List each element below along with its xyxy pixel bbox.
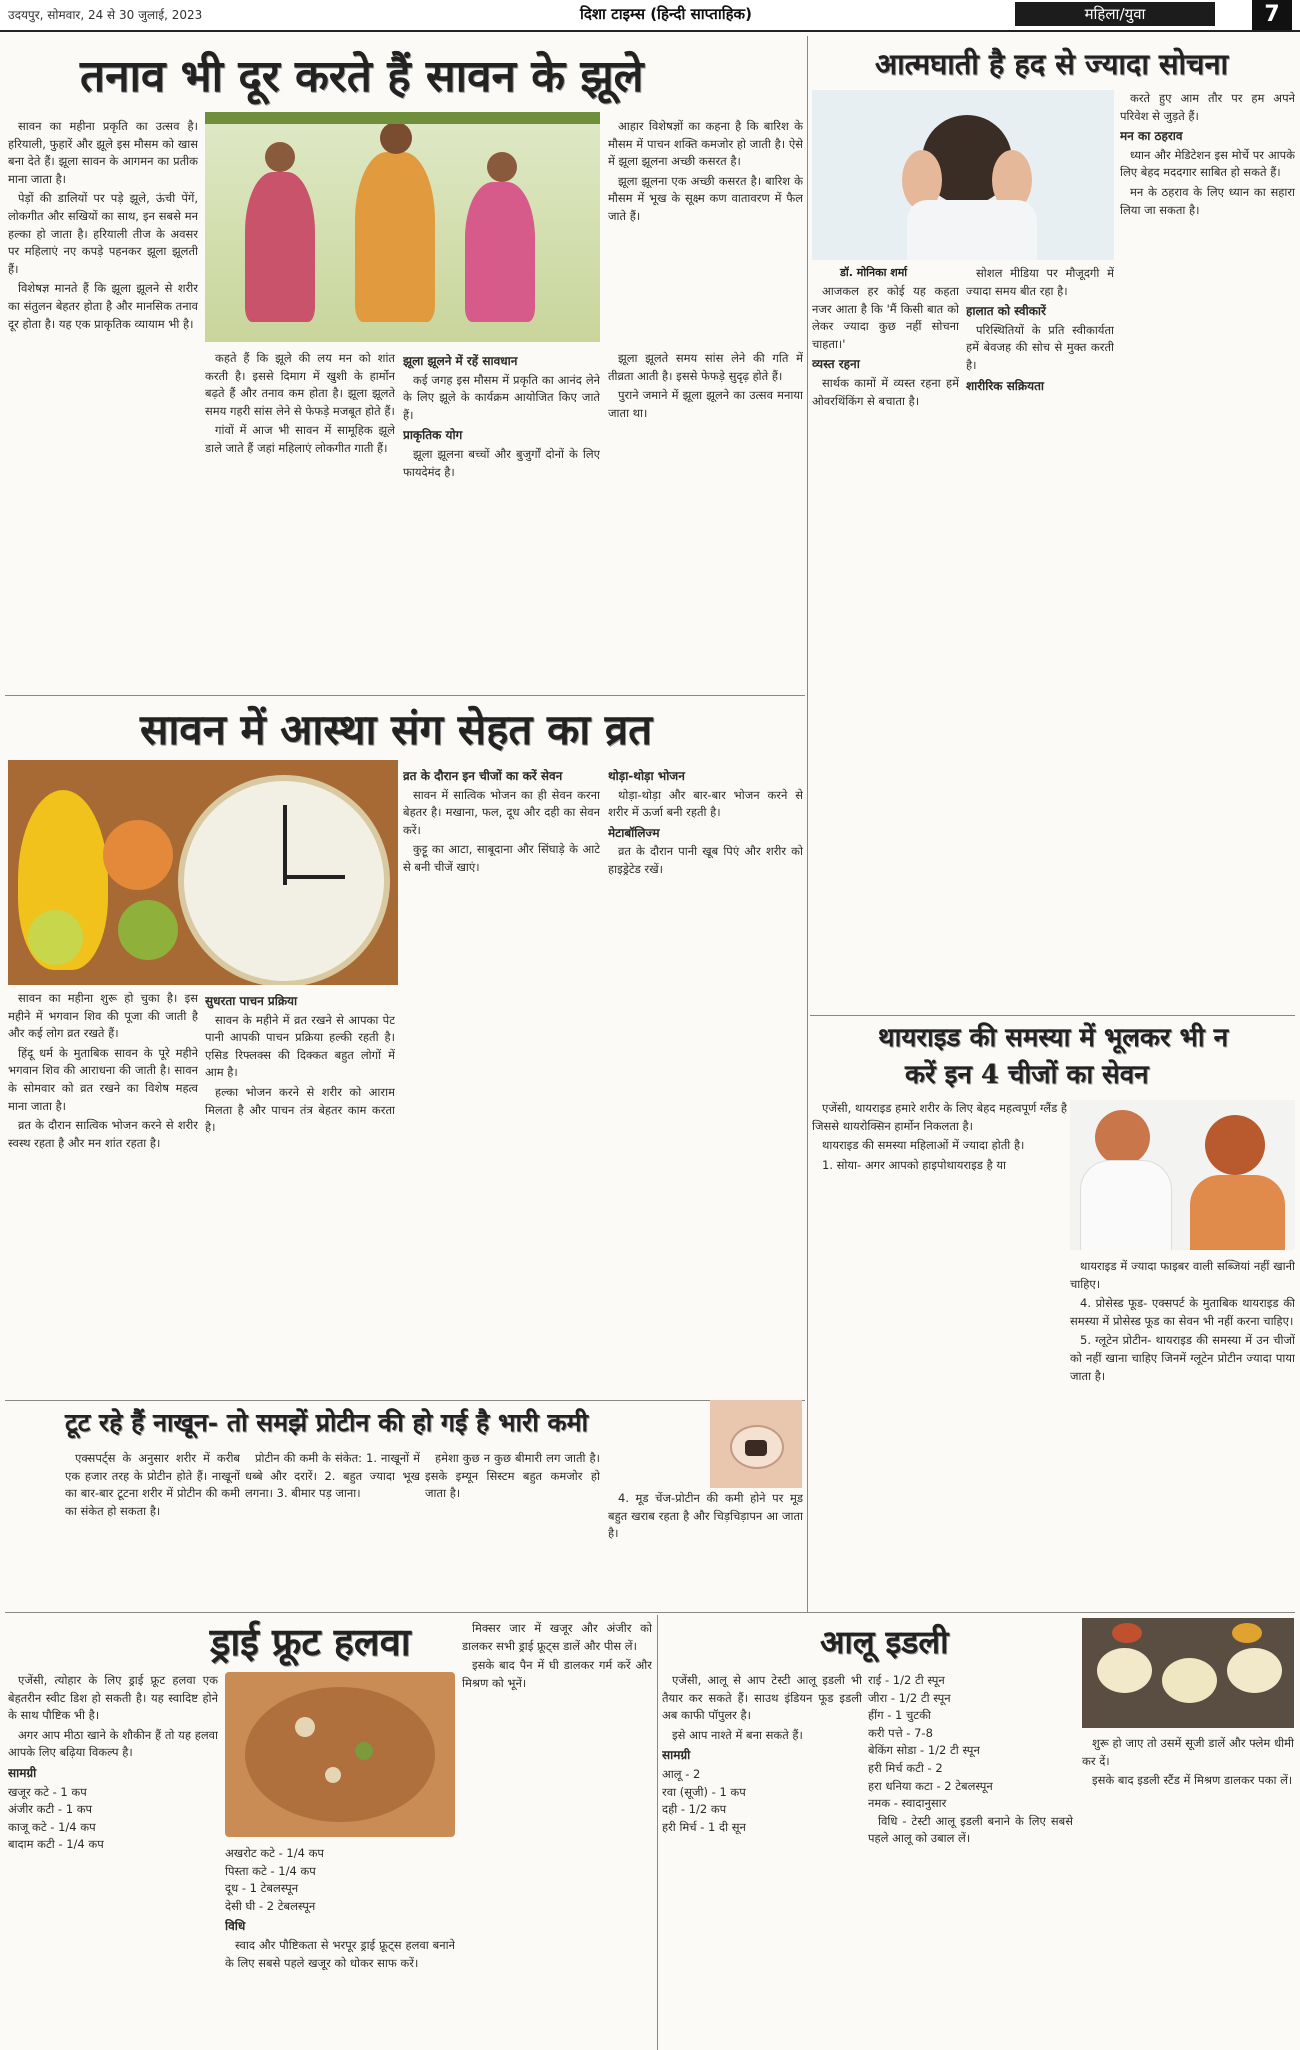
doctor-patient-photo: [1070, 1100, 1295, 1250]
divider-right-column: [807, 36, 808, 1612]
vrat-column-3: व्रत के दौरान इन चीजों का करें सेवन सावन में सात्विक भोजन का ही सेवन करना बेहतर है। मखाना, फल, दूध और दही का सेवन करें। कुट्टू का आटा, साबूदाना और सिंघाड़े के आटे से बनी चीजें खाएं।: [403, 769, 600, 874]
jhoole-column-4: आहार विशेषज्ञों का कहना है कि बारिश के मौसम में पाचन शक्ति कमजोर हो जाती है। ऐसे में झूला झूलना अच्छी कसरत है। झूला झूलना एक अच्छी कसरत है। बारिश के मौसम में भूख के सूक्ष्म कण वातावरण में फैल जाते हैं।: [608, 119, 803, 223]
stressed-woman-photo: [812, 90, 1114, 260]
idli-column-3: शुरू हो जाए तो उसमें सूजी डालें और फ्लेम धीमी कर दें। इसके बाद इडली स्टैंड में मिश्रण डालकर पका लें।: [1082, 1736, 1294, 1788]
header-date: उदयपुर, सोमवार, 24 से 30 जुलाई, 2023: [8, 8, 203, 22]
divider-vrat: [5, 1400, 805, 1401]
headline-halwa: ड्राई फ्रूट हलवा: [210, 1619, 411, 1664]
divider-bottom: [5, 1612, 1295, 1613]
idli-photo: [1082, 1618, 1294, 1728]
fruits-clock-photo: [8, 760, 398, 985]
jhoole-column-1: सावन का महीना प्रकृति का उत्सव है। हरियाली, फुहारें और झूले इस मौसम को खास बना देते हैं। झूला सावन के आगमन का प्रतीक माना जाता है। पेड़ों की डालियों पर पड़े झूले, ऊंची पेंगें, लोकगीत और सखियों का साथ, इन सबसे मन हल्का हो जाता है। हरियाली तीज के अवसर पर महिलाएं नए कपड़े पहनकर झूला झूलती हैं। विशेषज्ञ मानते हैं कि झूला झूलने से शरीर का संतुलन बेहतर होता है और मानसिक तनाव दूर होता है। यह एक प्राकृतिक व्यायाम भी है।: [8, 119, 198, 331]
nakhun-column-1: एक्सपर्ट्स के अनुसार शरीर में करीब एक हजार तरह के प्रोटीन होते हैं। नाखूनों का बार-बार टूटना शरीर में प्रोटीन की कमी का संकेत हो सकता है।: [65, 1451, 240, 1518]
idli-column-2: राई - 1/2 टी स्पून जीरा - 1/2 टी स्पून हींग - 1 चुटकी करी पत्ते - 7-8 बेकिंग सोडा - 1/2 टी स्पून हरी मिर्च कटी - 2 हरा धनिया कटा - 2 टेबलस्पून नमक - स्वादानुसार विधि - टेस्टी आलू इडली बनाने के लिए सबसे पहले आलू को उबाल लें।: [868, 1673, 1073, 1846]
headline-nakhun: टूट रहे हैं नाखून- तो समझें प्रोटीन की हो गई है भारी कमी: [65, 1408, 589, 1437]
headline-vrat: सावन में आस्था संग सेहत का व्रत: [140, 705, 653, 754]
headline-jhoole: तनाव भी दूर करते हैं सावन के झूले: [80, 51, 644, 102]
divider-jhoole: [5, 695, 805, 696]
idli-column-1: एजेंसी, आलू से आप टेस्टी आलू इडली भी तैयार कर सकते हैं। साउथ इंडियन फूड इडली अब काफी पॉपुलर है। इसे आप नाश्ते में बना सकते हैं। सामग्री आलू - 2 रवा (सूजी) - 1 कप दही - 1/2 कप हरी मिर्च - 1 दी सून: [662, 1673, 862, 1834]
header-paper-name: दिशा टाइम्स (हिन्दी साप्ताहिक): [580, 5, 752, 23]
headline-thyroid-line1: थायराइड की समस्या में भूलकर भी न: [878, 1023, 1229, 1053]
divider-halwa-idli: [657, 1615, 658, 2050]
nakhun-column-2: प्रोटीन की कमी के संकेत: 1. नाखूनों में धब्बे और दरारें। 2. बहुत ज्यादा भूख लगना। 3. बीमार पड़ जाना।: [245, 1451, 420, 1501]
header-section: महिला/युवा: [1015, 2, 1215, 26]
halwa-column-2: अखरोट कटे - 1/4 कप पिस्ता कटे - 1/4 कप दूध - 1 टेबलस्पून देसी घी - 2 टेबलस्पून विधि स्वाद और पौष्टिकता से भरपूर ड्राई फ्रूट्स हलवा बनाने के लिए सबसे पहले खजूर को धोकर साफ करें।: [225, 1846, 455, 1970]
halwa-column-3: मिक्सर जार में खजूर और अंजीर को डालकर सभी ड्राई फ्रूट्स डालें और पीस लें। इसके बाद पैन में घी डालकर गर्म करें और मिश्रण को भूनें।: [462, 1621, 652, 1690]
jhoole-column-5: झूला झूलते समय सांस लेने की गति में तीव्रता आती है। इससे फेफड़े सुदृढ़ होते हैं। पुराने जमाने में झूला झूलने का उत्सव मनाया जाता था।: [608, 351, 803, 420]
halwa-column-1: एजेंसी, त्योहार के लिए ड्राई फ्रूट हलवा एक बेहतरीन स्वीट डिश हो सकती है। यह स्वादिष्ट होने के साथ पौष्टिक भी है। अगर आप मीठा खाने के शौकीन हैं तो यह हलवा आपके लिए बढ़िया विकल्प है। सामग्री खजूर कटे - 1 कप अंजीर कटी - 1 कप काजू कटे - 1/4 कप बादाम कटी - 1/4 कप: [8, 1673, 218, 1852]
vrat-column-4: थोड़ा-थोड़ा भोजन थोड़ा-थोड़ा और बार-बार भोजन करने से शरीर में ऊर्जा बनी रहती है। मेटाबॉलिज्म व्रत के दौरान पानी खूब पिएं और शरीर को हाइड्रेटेड रखें।: [608, 769, 803, 876]
vrat-column-1: सावन का महीना शुरू हो चुका है। इस महीने में भगवान शिव की पूजा की जाती है और कई लोग व्रत रखते हैं। हिंदू धर्म के मुताबिक सावन के पूरे महीने भगवान शिव की आराधना की जाती है। सावन के सोमवार को व्रत रखने का विशेष महत्व माना जाता है। व्रत के दौरान सात्विक भोजन करने से शरीर स्वस्थ रहता है और मन शांत रहता है।: [8, 991, 198, 1150]
soch-column-3: करते हुए आम तौर पर हम अपने परिवेश से जुड़ते हैं। मन का ठहराव ध्यान और मेडिटेशन इस मोर्चे पर आपके लिए बेहद मददगार साबित हो सकते हैं। मन के ठहराव के लिए ध्यान का सहारा लिया जा सकता है।: [1120, 91, 1295, 217]
headline-thyroid-line2: करें इन 4 चीजों का सेवन: [905, 1060, 1149, 1090]
soch-byline: डॉ. मोनिका शर्मा: [840, 266, 908, 279]
headline-soch: आत्मघाती है हद से ज्यादा सोचना: [875, 47, 1229, 81]
jhoole-column-3: झूला झूलने में रहें सावधान कई जगह इस मौसम में प्रकृति का आनंद लेने के लिए झूले के कार्यक्रम आयोजित किए जाते हैं। प्राकृतिक योग झूला झूलना बच्चों और बुजुर्गों दोनों के लिए फायदेमंद है।: [403, 354, 600, 479]
nails-photo: [710, 1400, 802, 1488]
divider-soch-thyroid: [810, 1015, 1295, 1016]
headline-idli: आलू इडली: [820, 1623, 949, 1661]
halwa-photo: [225, 1672, 455, 1837]
swing-festival-photo: [205, 112, 600, 342]
thyroid-column-2: थायराइड में ज्यादा फाइबर वाली सब्जियां नहीं खानी चाहिए। 4. प्रोसेस्ड फूड- एक्सपर्ट के मुताबिक थायराइड की समस्या में प्रोसेस्ड फूड का सेवन भी नहीं करना चाहिए। 5. ग्लूटेन प्रोटीन- थायराइड की समस्या में उन चीजों को नहीं खाना चाहिए जिनमें ग्लूटेन प्रोटीन ज्यादा पाया जाता है।: [1070, 1259, 1295, 1383]
thyroid-column-1: एजेंसी, थायराइड हमारे शरीर के लिए बेहद महत्वपूर्ण ग्लैंड है जिससे थायरोक्सिन हार्मोन निकलता है। थायराइड की समस्या महिलाओं में ज्यादा होती है। 1. सोया- अगर आपको हाइपोथायराइड है या: [812, 1101, 1067, 1172]
soch-column-2: सोशल मीडिया पर मौजूदगी में ज्यादा समय बीत रहा है। हालात को स्वीकारें परिस्थितियों के प्रति स्वीकार्यता हमें बेवजह की सोच से मुक्त करती है। शारीरिक सक्रियता: [966, 266, 1114, 393]
header-page-number: 7: [1252, 0, 1292, 30]
jhoole-column-2: कहते हैं कि झूले की लय मन को शांत करती है। इससे दिमाग में खुशी के हार्मोन बढ़ते हैं और तनाव कम होता है। झूला झूलते समय गहरी सांस लेने से फेफड़े मजबूत होते हैं। गांवों में आज भी सावन में सामूहिक झूले डाले जाते हैं जहां महिलाएं लोकगीत गाती हैं।: [205, 351, 395, 455]
nakhun-column-4: 4. मूड चेंज-प्रोटीन की कमी होने पर मूड बहुत खराब रहता है और चिड़चिड़ापन आ जाता है।: [608, 1491, 803, 1541]
vrat-column-2: सुधरता पाचन प्रक्रिया सावन के महीने में व्रत रखने से आपका पेट पानी आपकी पाचन प्रक्रिया हल्की रहती है। एसिड रिफ्लक्स की दिक्कत बहुत लोगों में आम है। हल्का भोजन करने से शरीर को आराम मिलता है और पाचन तंत्र बेहतर काम करता है।: [205, 994, 395, 1135]
nakhun-column-3: हमेशा कुछ न कुछ बीमारी लग जाती है। इसके इम्यून सिस्टम बहुत कमजोर हो जाता है।: [425, 1451, 600, 1501]
soch-column-1: आजकल हर कोई यह कहता नजर आता है कि 'मैं किसी बात को लेकर ज्यादा कुछ नहीं सोचना चाहता।' व्यस्त रहना सार्थक कामों में व्यस्त रहना हमें ओवरथिंकिंग से बचाता है।: [812, 284, 959, 408]
